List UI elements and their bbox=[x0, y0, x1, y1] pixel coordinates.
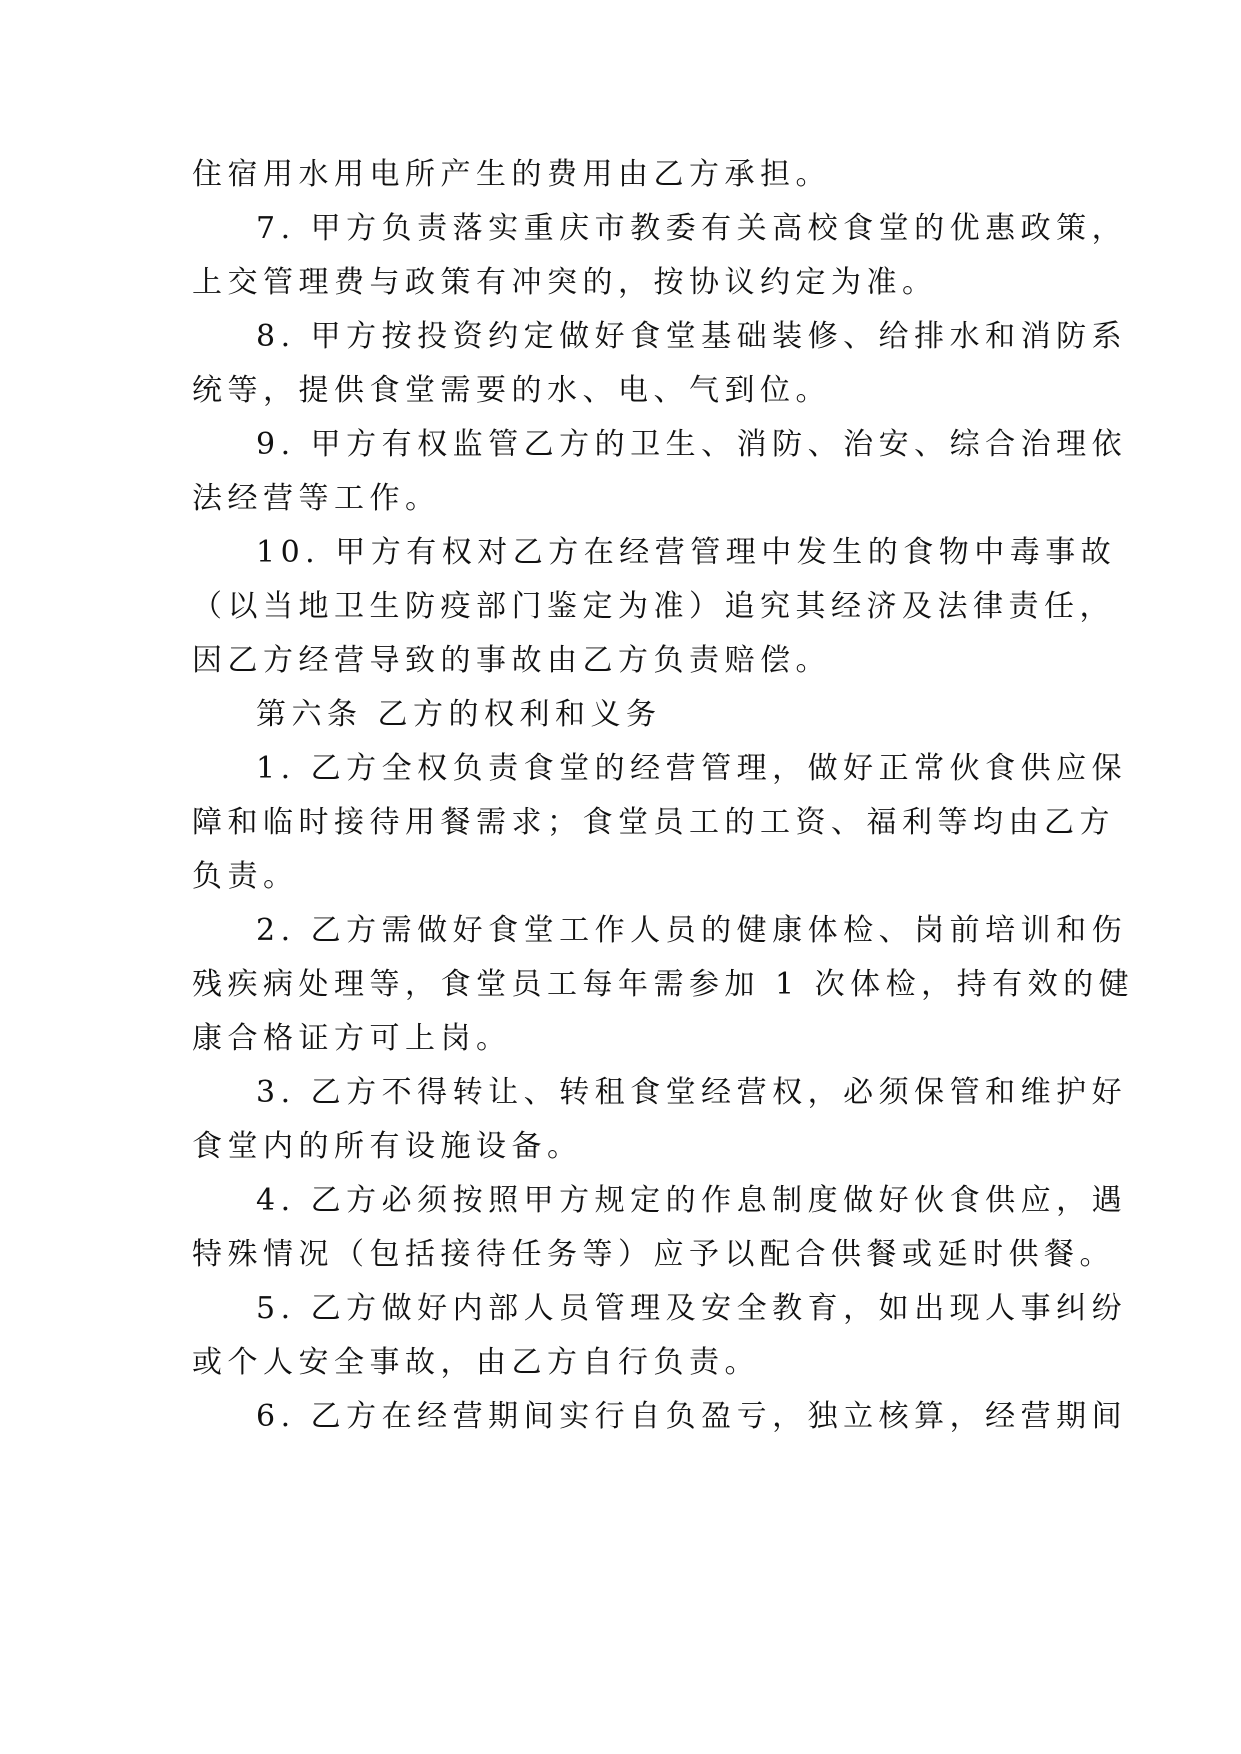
text-line: 康合格证方可上岗。 bbox=[192, 1021, 512, 1056]
article-6-clause-1: 1. 乙方全权负责食堂的经营管理，做好正常伙食供应保 bbox=[256, 751, 1128, 786]
article-6-clause-3: 3. 乙方不得转让、转租食堂经营权，必须保管和维护好 bbox=[256, 1075, 1128, 1110]
text-line: （以当地卫生防疫部门鉴定为准）追究其经济及法律责任， bbox=[192, 589, 1115, 624]
text-line: 食堂内的所有设施设备。 bbox=[192, 1129, 583, 1164]
article-6-clause-4: 4. 乙方必须按照甲方规定的作息制度做好伙食供应，遇 bbox=[256, 1183, 1128, 1218]
article-6-clause-6: 6. 乙方在经营期间实行自负盈亏，独立核算，经营期间 bbox=[256, 1399, 1128, 1434]
article-6-clause-5: 5. 乙方做好内部人员管理及安全教育，如出现人事纠纷 bbox=[256, 1291, 1128, 1326]
text-line: 统等，提供食堂需要的水、电、气到位。 bbox=[192, 373, 831, 408]
text-line: 负责。 bbox=[192, 859, 299, 894]
text-line: 上交管理费与政策有冲突的，按协议约定为准。 bbox=[192, 265, 938, 300]
text-line: 障和临时接待用餐需求；食堂员工的工资、福利等均由乙方 bbox=[192, 805, 1115, 840]
text-line: 残疾病处理等，食堂员工每年需参加 1 次体检，持有效的健 bbox=[192, 967, 1135, 1002]
clause-10: 10. 甲方有权对乙方在经营管理中发生的食物中毒事故 bbox=[256, 535, 1117, 570]
article-6-clause-2: 2. 乙方需做好食堂工作人员的健康体检、岗前培训和伤 bbox=[256, 913, 1128, 948]
text-line: 住宿用水用电所产生的费用由乙方承担。 bbox=[192, 157, 831, 192]
clause-8: 8. 甲方按投资约定做好食堂基础装修、给排水和消防系 bbox=[256, 319, 1128, 354]
clause-9: 9. 甲方有权监管乙方的卫生、消防、治安、综合治理依 bbox=[256, 427, 1128, 462]
article-6-heading: 第六条 乙方的权利和义务 bbox=[256, 697, 662, 732]
text-line: 或个人安全事故，由乙方自行负责。 bbox=[192, 1345, 760, 1380]
text-line: 法经营等工作。 bbox=[192, 481, 441, 516]
text-line: 因乙方经营导致的事故由乙方负责赔偿。 bbox=[192, 643, 831, 678]
text-line: 特殊情况（包括接待任务等）应予以配合供餐或延时供餐。 bbox=[192, 1237, 1115, 1272]
clause-7: 7. 甲方负责落实重庆市教委有关高校食堂的优惠政策， bbox=[256, 211, 1128, 246]
